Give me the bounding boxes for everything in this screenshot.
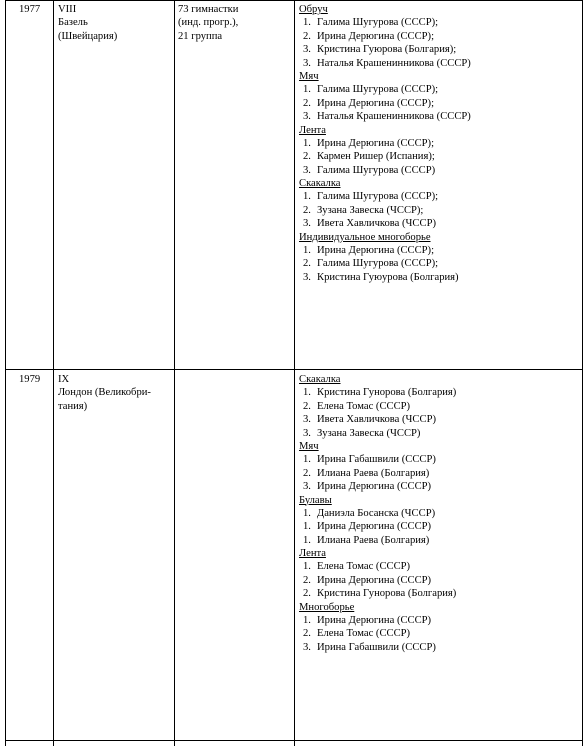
venue-line: Лондон (Великобри-: [58, 387, 151, 399]
venue-line: (Швейцария): [58, 30, 118, 42]
result-item: [299, 204, 471, 217]
place-number: 1.: [303, 615, 311, 627]
result-item: [299, 427, 456, 440]
athlete-name: Галима Шугурова (СССР);: [317, 258, 439, 270]
discipline-heading: Мяч: [299, 440, 319, 452]
result-item: [299, 97, 471, 110]
cell-results: [299, 3, 471, 284]
result-item: [299, 386, 456, 399]
result-item: [299, 641, 456, 654]
athlete-name: Ирина Дерюгина (СССР);: [317, 30, 435, 42]
place-number: 1.: [303, 454, 311, 466]
place-number: 3.: [303, 111, 311, 123]
championship-number: IX: [58, 374, 70, 385]
cell-venue: [58, 373, 151, 413]
result-item: [299, 190, 471, 203]
place-number: 3.: [303, 481, 311, 493]
result-item: [299, 30, 471, 43]
discipline-heading: Булавы: [299, 494, 332, 506]
athlete-name: Ирина Габашвили (СССР): [317, 454, 436, 466]
place-number: 1.: [303, 521, 311, 533]
place-number: 2.: [303, 97, 311, 109]
result-item: [299, 560, 456, 573]
athlete-name: Ирина Дерюгина (СССР): [317, 615, 432, 627]
table-border-left: [5, 0, 6, 746]
place-number: 2.: [303, 204, 311, 216]
place-number: 1.: [303, 137, 311, 149]
result-item: [299, 16, 471, 29]
place-number: 3.: [303, 44, 311, 56]
place-number: 3.: [303, 271, 311, 283]
result-item: [299, 467, 456, 480]
result-item: [299, 43, 471, 56]
column-divider-year: [53, 0, 54, 746]
athlete-name: Кристина Гунорова (Болгария): [317, 588, 457, 600]
athlete-name: Галима Шугурова (СССР);: [317, 191, 439, 203]
result-item: [299, 453, 456, 466]
place-number: 1.: [303, 534, 311, 546]
venue-line: тания): [58, 400, 88, 412]
athlete-name: Ивета Хавличкова (ЧССР): [317, 218, 436, 230]
athlete-name: Ирина Дерюгина (СССР);: [317, 245, 435, 257]
result-item: [299, 507, 456, 520]
place-number: 1.: [303, 191, 311, 203]
athlete-name: Кристина Гуюрова (Болгария);: [317, 44, 457, 56]
place-number: 1.: [303, 561, 311, 573]
place-number: 2.: [303, 628, 311, 640]
result-item: [299, 257, 471, 270]
result-item: [299, 57, 471, 70]
result-item: [299, 614, 456, 627]
discipline-heading: Скакалка: [299, 374, 341, 385]
result-item: [299, 400, 456, 413]
venue-line: Базель: [58, 17, 88, 29]
place-number: 3.: [303, 57, 311, 69]
athlete-name: Ирина Габашвили (СССР): [317, 641, 436, 653]
athlete-name: Кристина Гунорова (Болгария): [317, 387, 457, 399]
result-item: [299, 520, 456, 533]
athlete-name: Елена Томас (СССР): [317, 561, 411, 573]
result-item: [299, 110, 471, 123]
table-border-right: [582, 0, 583, 746]
place-number: 2.: [303, 588, 311, 600]
cell-venue: [58, 3, 117, 43]
discipline-heading: Обруч: [299, 4, 328, 15]
result-item: [299, 271, 471, 284]
athlete-name: Елена Томас (СССР): [317, 400, 411, 412]
place-number: 2.: [303, 467, 311, 479]
discipline-heading: Мяч: [299, 70, 319, 82]
participants-line: (инд. прогр.),: [178, 17, 239, 29]
athlete-name: Галима Шугурова (СССР);: [317, 17, 439, 29]
discipline-heading: Скакалка: [299, 178, 341, 190]
participants-line: 73 гимнастки: [178, 4, 239, 15]
athlete-name: Илиана Раева (Болгария): [317, 534, 430, 546]
place-number: 1.: [303, 387, 311, 399]
place-number: 3.: [303, 218, 311, 230]
place-number: 2.: [303, 258, 311, 270]
place-number: 2.: [303, 574, 311, 586]
athlete-name: Зузана Завеска (ЧССР);: [317, 204, 424, 216]
year-text: 1977: [19, 4, 41, 15]
result-item: [299, 627, 456, 640]
participants-line: 21 группа: [178, 30, 223, 42]
athlete-name: Елена Томас (СССР): [317, 628, 411, 640]
place-number: 1.: [303, 17, 311, 29]
athlete-name: Зузана Завеска (ЧССР): [317, 427, 421, 439]
column-divider-participants: [294, 0, 295, 746]
result-item: [299, 534, 456, 547]
result-item: [299, 150, 471, 163]
place-number: 1.: [303, 245, 311, 257]
result-item: [299, 217, 471, 230]
result-item: [299, 83, 471, 96]
cell-results: [299, 373, 456, 654]
discipline-heading: Лента: [299, 124, 326, 136]
athlete-name: Ирина Дерюгина (СССР): [317, 521, 432, 533]
athlete-name: Галима Шугурова (СССР);: [317, 84, 439, 96]
place-number: 2.: [303, 30, 311, 42]
place-number: 2.: [303, 151, 311, 163]
cell-participants: [178, 3, 238, 43]
row-divider: [5, 369, 583, 370]
result-item: [299, 137, 471, 150]
athlete-name: Ирина Дерюгина (СССР): [317, 574, 432, 586]
result-item: [299, 574, 456, 587]
discipline-heading: Лента: [299, 548, 326, 560]
row-border-top: [5, 0, 583, 1]
discipline-heading: Многоборье: [299, 601, 355, 613]
column-divider-venue: [174, 0, 175, 746]
athlete-name: Ирина Дерюгина (СССР);: [317, 137, 435, 149]
athlete-name: Наталья Крашенинникова (СССР): [317, 111, 471, 123]
place-number: 3.: [303, 427, 311, 439]
athlete-name: Ирина Дерюгина (СССР);: [317, 97, 435, 109]
place-number: 1.: [303, 84, 311, 96]
athlete-name: Галима Шугурова (СССР): [317, 164, 436, 176]
discipline-heading: Индивидуальное многоборье: [299, 231, 431, 243]
athlete-name: Илиана Раева (Болгария): [317, 467, 430, 479]
athlete-name: Кармен Ришер (Испания);: [317, 151, 435, 163]
row-border-bottom: [5, 740, 583, 741]
result-item: [299, 244, 471, 257]
place-number: 3.: [303, 414, 311, 426]
place-number: 3.: [303, 164, 311, 176]
result-item: [299, 480, 456, 493]
result-item: [299, 413, 456, 426]
athlete-name: Ирина Дерюгина (СССР): [317, 481, 432, 493]
result-item: [299, 587, 456, 600]
cell-year: [19, 3, 40, 16]
athlete-name: Даниэла Босанска (ЧССР): [317, 507, 436, 519]
place-number: 2.: [303, 400, 311, 412]
year-text: 1979: [19, 374, 41, 385]
result-item: [299, 164, 471, 177]
athlete-name: Ивета Хавличкова (ЧССР): [317, 414, 436, 426]
place-number: 1.: [303, 507, 311, 519]
championship-number: VIII: [58, 4, 77, 15]
athlete-name: Кристина Гуюурова (Болгария): [317, 271, 459, 283]
cell-year: [19, 373, 40, 386]
place-number: 3.: [303, 641, 311, 653]
athlete-name: Наталья Крашенинникова (СССР): [317, 57, 471, 69]
